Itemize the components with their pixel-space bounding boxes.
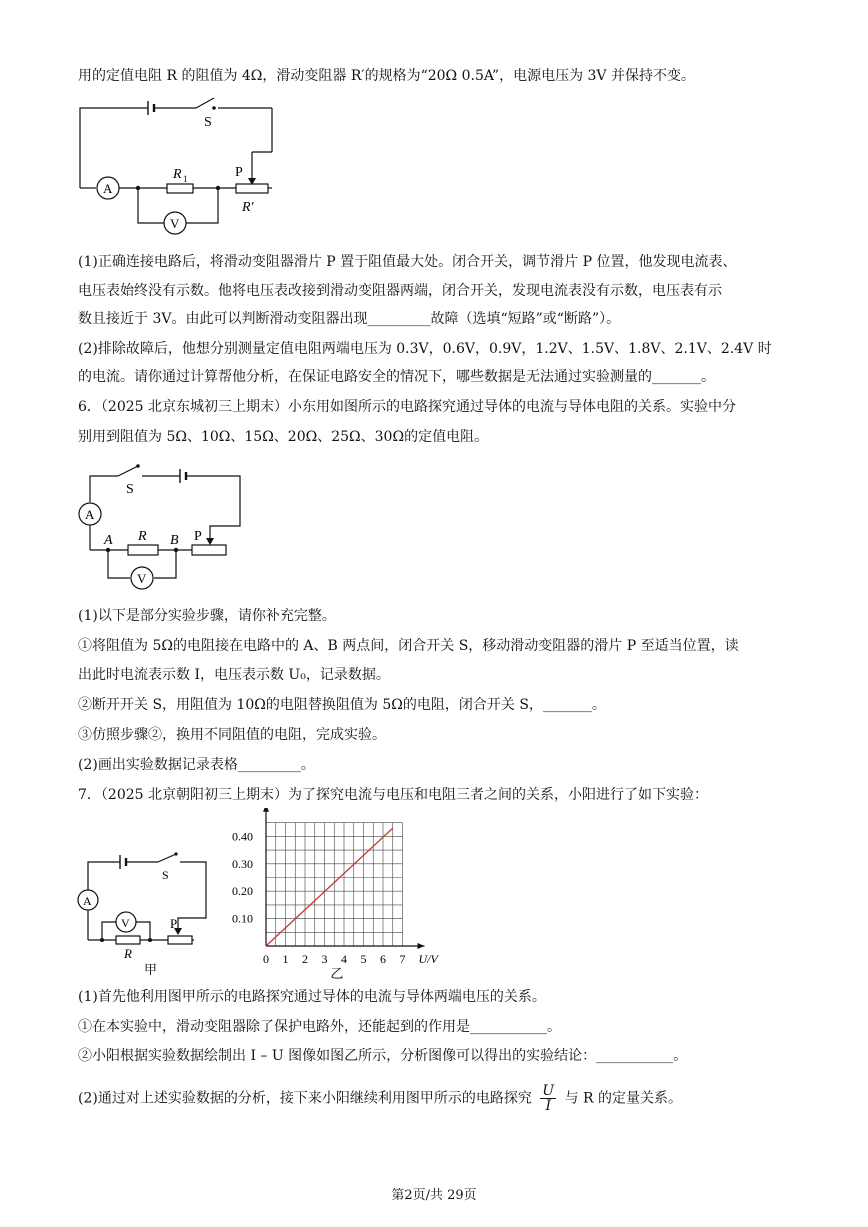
x-axis-label: U/V: [418, 952, 438, 966]
y-axis-label: [268, 808, 285, 810]
q5-circuit-diagram: [70, 96, 290, 246]
figure-caption-jia: 甲: [144, 962, 158, 977]
y-tick-label: 0.10: [232, 911, 253, 926]
x-tick-label: 1: [282, 952, 289, 966]
q7-part2-text-a: (2)通过对上述实验数据的分析，接下来小阳继续利用图甲所示的电路探究: [78, 1090, 532, 1107]
x-tick-label: 6: [380, 952, 386, 966]
q5-part1-line1: (1)正确连接电路后，将滑动变阻器滑片 P 置于阻值最大处。闭合开关，调节滑片 P 位置，他发现电流表、: [78, 254, 737, 270]
x-tick-label: 0: [263, 952, 269, 966]
resistor-subscript: 1: [183, 174, 188, 184]
x-tick-label: 4: [341, 952, 347, 966]
q6-part2: (2)画出实验数据记录表格_________。: [78, 757, 315, 773]
fraction-numerator: U: [542, 1083, 555, 1099]
series-line: [266, 828, 393, 946]
switch-label: S: [126, 482, 134, 497]
q7-part1-q2: ②小阳根据实验数据绘制出 I – U 图像如图乙所示，分析图像可以得出的实验结论：___________。: [78, 1048, 688, 1064]
x-axis-arrow: [418, 943, 425, 949]
q5-intro: 用的定值电阻 R 的阻值为 4Ω，滑动变阻器 R′的规格为“20Ω 0.5A”，电源电压为 3V 并保持不变。: [78, 68, 695, 84]
q7-circuit-diagram: [74, 852, 224, 978]
q6-step-intro: (1)以下是部分实验步骤，请你补充完整。: [78, 608, 336, 624]
ammeter-label: A: [83, 894, 92, 908]
slider-label: P: [194, 529, 202, 544]
resistor-label: R: [124, 946, 132, 961]
q6-step2: ②断开开关 S，用阻值为 10Ω的电阻替换阻值为 5Ω的电阻，闭合开关 S，_______。: [78, 697, 606, 713]
x-tick-label: 5: [360, 952, 367, 966]
point-a-label: A: [104, 533, 113, 548]
q6-step1-line2: 出此时电流表示数 I，电压表示数 U₀，记录数据。: [78, 667, 390, 683]
slider-label: P: [170, 916, 178, 931]
slider-label: P: [235, 165, 243, 180]
resistor-label: R: [138, 529, 147, 544]
y-tick-label: 0.20: [232, 884, 253, 899]
ammeter-label: A: [85, 507, 95, 522]
y-tick-label: 0.40: [232, 829, 253, 844]
q6-step1-line1: ①将阻值为 5Ω的电阻接在电路中的 A、B 两点间，闭合开关 S，移动滑动变阻器的滑片 P 至适当位置，读: [78, 638, 739, 654]
resistor-label: R: [173, 167, 182, 182]
figure-caption-yi: 乙: [330, 966, 344, 980]
x-tick-label: 2: [302, 952, 308, 966]
q5-part2-line1: (2)排除故障后，他想分别测量定值电阻两端电压为 0.3V，0.6V，0.9V，1.2V、1.5V、1.8V、2.1V、2.4V 时: [78, 341, 772, 357]
voltmeter-label: V: [137, 571, 147, 586]
q7-part2: [78, 1084, 682, 1113]
fraction-denominator: I: [545, 1098, 551, 1114]
switch-label: S: [204, 115, 212, 130]
y-tick-label: 0.30: [232, 856, 253, 871]
q6-line2: 别用到阻值为 5Ω、10Ω、15Ω、20Ω、25Ω、30Ω的定值电阻。: [78, 429, 489, 445]
rheostat-label: R′: [242, 200, 254, 215]
q7-line1: 7．（2025 北京朝阳初三上期末）为了探究电流与电压和电阻三者之间的关系，小阳进行了如下实验：: [78, 787, 708, 803]
voltmeter-label: V: [170, 216, 180, 231]
ammeter-label: A: [103, 181, 113, 196]
q6-circuit-diagram: [72, 462, 252, 597]
q6-line1: 6．（2025 北京东城初三上期末）小东用如图所示的电路探究通过导体的电流与导体电阻的关系。实验中分: [78, 399, 736, 415]
q5-part1-line3: 数且接近于 3V。由此可以判断滑动变阻器出现_________故障（选填“短路”或“断路”）。: [78, 311, 621, 327]
switch-label: S: [162, 868, 169, 882]
voltmeter-label: V: [121, 916, 130, 930]
point-b-label: B: [170, 533, 179, 548]
q7-part2-text-b: 与 R 的定量关系。: [564, 1090, 683, 1107]
q5-part1-line2: 电压表始终没有示数。他将电压表改接到滑动变阻器两端，闭合开关，发现电流表没有示数，电压表有示: [78, 283, 722, 299]
q7-part1-q1: ①在本实验中，滑动变阻器除了保护电路外，还能起到的作用是___________。: [78, 1019, 561, 1035]
q6-step3: ③仿照步骤②，换用不同阻值的电阻，完成实验。: [78, 727, 386, 743]
page-footer: 第2页/共 29页: [391, 1188, 477, 1203]
fraction-u-over-i: [540, 1084, 556, 1113]
q7-part1: (1)首先他利用图甲所示的电路探究通过导体的电流与导体两端电压的关系。: [78, 989, 546, 1005]
iu-graph: [228, 808, 458, 980]
q5-part2-line2: 的电流。请你通过计算帮他分析，在保证电路安全的情况下，哪些数据是无法通过实验测量的_______。: [78, 369, 715, 385]
x-tick-label: 7: [399, 952, 406, 966]
x-tick-label: 3: [321, 952, 328, 966]
